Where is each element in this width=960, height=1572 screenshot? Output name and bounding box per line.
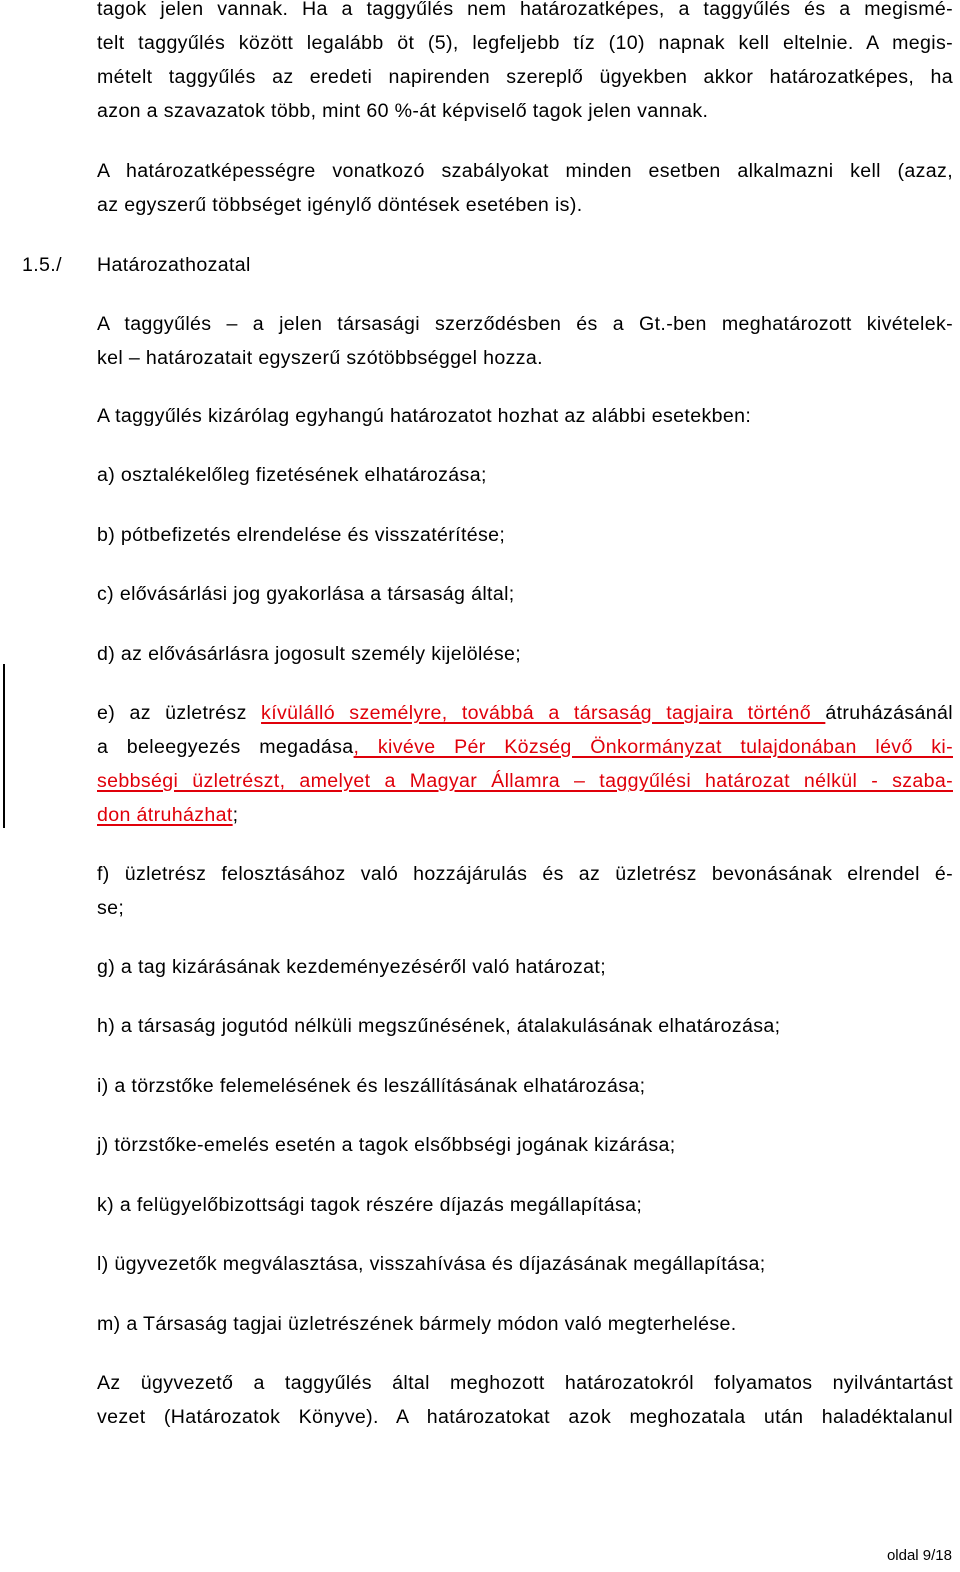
unanimous-intro: A taggyűlés kizárólag egyhangú határozatot hozhat az alábbi esetekben: <box>97 405 752 427</box>
inserted-text: don átruházhat <box>97 804 233 826</box>
revision-change-bar <box>3 664 5 828</box>
text-line: azon a szavazatok több, mint 60 %-át képviselő tagok jelen vannak. <box>97 100 709 122</box>
text-line: telt taggyűlés között legalább öt (5), legfeljebb tíz (10) napnak kell eltelnie. A megis- <box>97 32 953 54</box>
list-item-a: a) osztalékelőleg fizetésének elhatározása; <box>97 464 487 486</box>
inserted-text: sebbségi üzletrészt, amelyet a Magyar Államra – taggyűlési határozat nélkül - szaba- <box>97 770 953 792</box>
list-item-k: k) a felügyelőbizottsági tagok részére díjazás megállapítása; <box>97 1194 643 1216</box>
inserted-text: kívülálló személyre, továbbá a társaság tagjaira történő <box>261 702 826 724</box>
text-line: a beleegyezés megadása, kivéve Pér Község Önkormányzat tulajdonában lévő ki- <box>97 736 953 758</box>
inserted-text: , kivéve Pér Község Önkormányzat tulajdonában lévő ki- <box>353 736 953 758</box>
text-line: don átruházhat; <box>97 804 239 826</box>
text-line: vezet (Határozatok Könyve). A határozatokat azok meghozatala után haladéktalanul <box>97 1406 953 1428</box>
text-line <box>97 764 953 798</box>
section-title: Határozathozatal <box>97 254 251 276</box>
list-item-e <box>97 696 953 832</box>
list-item-i: i) a törzstőke felemelésének és leszállításának elhatározása; <box>97 1075 646 1097</box>
list-item-m: m) a Társaság tagjai üzletrészének bármely módon való megterhelése. <box>97 1313 737 1335</box>
text-line: kel – határozatait egyszerű szótöbbséggel hozza. <box>97 347 543 369</box>
text-line: A taggyűlés – a jelen társasági szerződésben és a Gt.-ben meghatározott kivételek- <box>97 313 953 335</box>
text-line: az egyszerű többséget igénylő döntések esetében is). <box>97 194 583 216</box>
list-item-h: h) a társaság jogutód nélküli megszűnésének, átalakulásának elhatározása; <box>97 1015 781 1037</box>
text-line: Az ügyvezető a taggyűlés által meghozott határozatokról folyamatos nyilvántartást <box>97 1372 953 1394</box>
closing-paragraph <box>97 1366 953 1434</box>
majority-paragraph <box>97 307 953 375</box>
text-line: f) üzletrész felosztásához való hozzájárulás és az üzletrész bevonásának elrendel é- <box>97 863 953 885</box>
text-line: e) az üzletrész kívülálló személyre, továbbá a társaság tagjaira történő átruházásánál <box>97 702 954 724</box>
list-item-b: b) pótbefizetés elrendelése és visszatérítése; <box>97 524 506 546</box>
list-item-g: g) a tag kizárásának kezdeményezéséről való határozat; <box>97 956 607 978</box>
list-item-l: l) ügyvezetők megválasztása, visszahívása és díjazásának megállapítása; <box>97 1253 766 1275</box>
list-item-j: j) törzstőke-emelés esetén a tagok elsőbbségi jogának kizárása; <box>97 1134 676 1156</box>
intro-paragraph <box>97 0 953 128</box>
text-line: mételt taggyűlés az eredeti napirenden szereplő ügyekben akkor határozatképes, ha <box>97 66 953 88</box>
list-item-d: d) az elővásárlásra jogosult személy kijelölése; <box>97 643 522 665</box>
page-number: oldal 9/18 <box>886 1547 952 1564</box>
list-item-f <box>97 857 953 925</box>
text-line: se; <box>97 897 125 919</box>
list-item-c: c) elővásárlási jog gyakorlása a társaság által; <box>97 583 515 605</box>
quorum-rule-paragraph <box>97 154 953 222</box>
text-line: A határozatképességre vonatkozó szabályokat minden esetben alkalmazni kell (azaz, <box>97 160 953 182</box>
text-line: tagok jelen vannak. Ha a taggyűlés nem határozatképes, a taggyűlés és a megismé- <box>97 0 953 20</box>
section-number: 1.5./ <box>22 254 62 276</box>
